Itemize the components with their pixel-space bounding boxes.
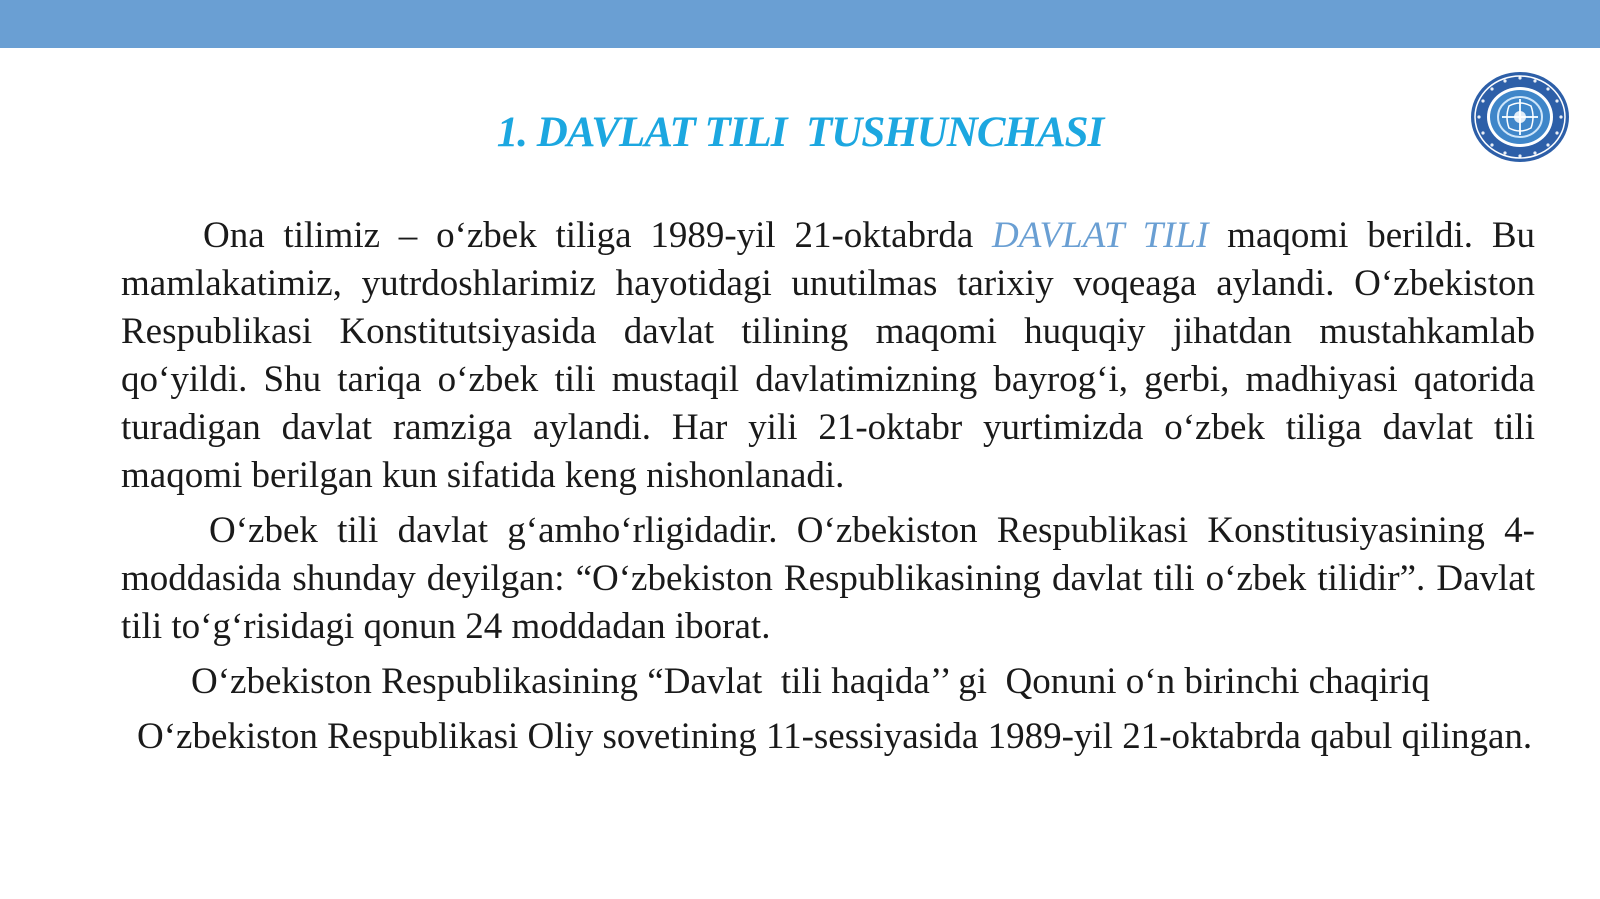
paragraph-4: O‘zbekiston Respublikasi Oliy sovetining 11-sessiyasida 1989-yil 21-oktabrda qabul qilingan. (137, 716, 1533, 757)
slide-title: 1. DAVLAT TILI TUSHUNCHASI (496, 109, 1104, 156)
paragraph-1-rest: maqomi berildi. Bu mamlakatimiz, yutrdoshlarimiz hayotidagi unutilmas tarixiy voqeaga aylandi. O‘zbekiston Respublikasi Konstitutsiyasida davlat tilining maqomi huquqiy jihatdan mustahkamlab qo‘yildi. Shu tariqa o‘zbek tili mustaqil davlatimizning bayrog‘i, gerbi, madhiyasi qatorida turadigan davlat ramziga aylandi. Har yili 21-oktabr yurtimizda o‘zbek tiliga davlat tili maqomi berilgan kun sifatida keng nishonlanadi. (121, 215, 1536, 496)
logo (1469, 70, 1571, 164)
highlight-davlat-tili: DAVLAT TILI (992, 215, 1209, 256)
top-accent-bar (0, 0, 1600, 48)
university-emblem-icon (1469, 70, 1571, 164)
paragraph-1 (121, 212, 1535, 500)
paragraph-3: O‘zbekiston Respublikasining “Davlat tili haqida’’ gi Qonuni o‘n birinchi chaqiriq (191, 661, 1430, 702)
paragraph-2: O‘zbek tili davlat g‘amho‘rligidadir. O‘zbekiston Respublikasi Konstitusiyasining 4-moddasida shunday deyilgan: “O‘zbekiston Respublikasining davlat tili o‘zbek tilidir”. Davlat tili to‘g‘risidagi qonun 24 moddadan iborat. (121, 510, 1535, 647)
slide-body (121, 212, 1535, 761)
paragraph-1-lead: Ona tilimiz – o‘zbek tiliga 1989-yil 21-oktabrda (203, 215, 993, 256)
